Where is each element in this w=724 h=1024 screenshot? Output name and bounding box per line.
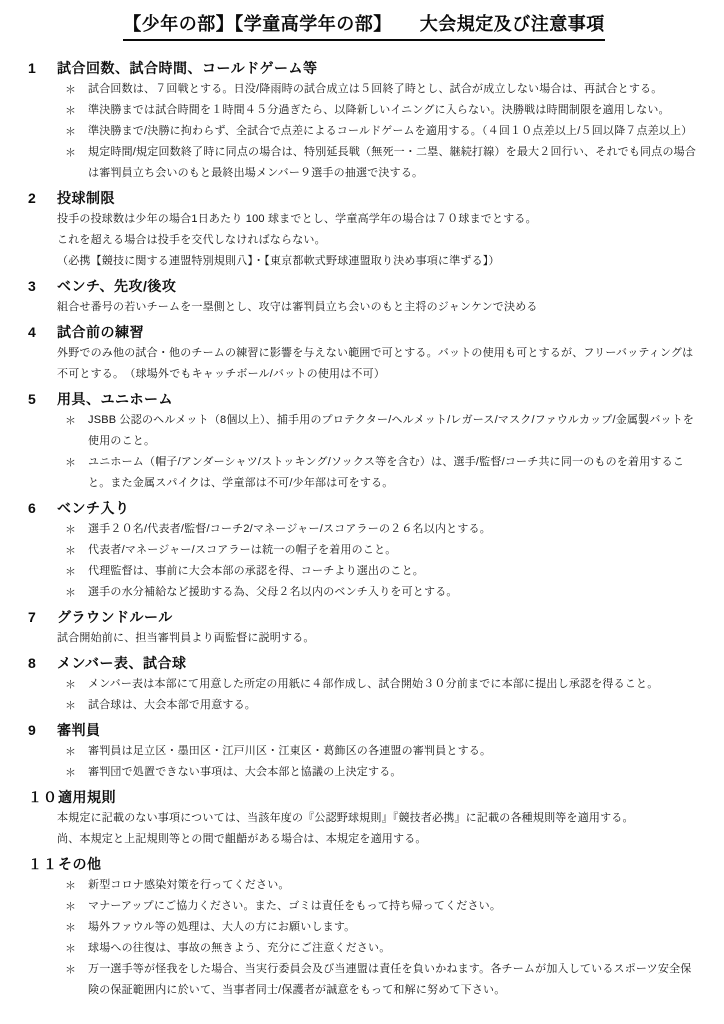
rule-bullet-item <box>28 121 700 142</box>
section-heading <box>28 652 700 674</box>
section <box>28 321 700 385</box>
section-heading-text: ベンチ入り <box>57 500 130 517</box>
rule-bullet-item <box>28 959 700 1001</box>
rule-text: 試合回数は、７回戦とする。日没/降雨時の試合成立は５回終了時とし、試合が成立しない場合は、再試合とする。 <box>88 83 663 96</box>
rule-text-line <box>28 230 700 251</box>
section-heading-text: 審判員 <box>57 722 101 739</box>
rule-bullet-item <box>28 100 700 121</box>
section-heading <box>28 388 700 410</box>
section-heading <box>28 853 700 875</box>
rule-text: 選手２０名/代表者/監督/コーチ2/マネージャー/スコアラーの２６名以内とする。 <box>88 523 491 536</box>
rule-text: 本規定に記載のない事項については、当該年度の『公認野球規則』『競技者必携』に記載の各種規則等を適用する。 <box>57 812 634 825</box>
section-number: 2 <box>28 190 37 207</box>
rule-text: 場外ファウル等の処理は、大人の方にお願いします。 <box>88 921 356 934</box>
rule-bullet-item <box>28 741 700 762</box>
rule-text: 準決勝まで/決勝に拘わらず、全試合で点差によるコールドゲームを適用する。（４回１０点差以上/５回以降７点差以上） <box>88 125 693 138</box>
rule-text: 試合球は、大会本部で用意する。 <box>88 699 256 712</box>
section-heading <box>28 187 700 209</box>
rule-text: 尚、本規定と上記規則等との間で齟齬がある場合は、本規定を適用する。 <box>57 833 427 846</box>
section-heading-text: 投球制限 <box>57 190 115 207</box>
rule-text: 代理監督は、事前に大会本部の承認を得、コーチより選出のこと。 <box>88 565 424 578</box>
rule-text: ユニホーム（帽子/アンダーシャツ/ストッキング/ソックス等を含む）は、選手/監督/コーチ共に同一のものを着用すること。また金属スパイクは、学童部は不可/少年部は可をする。 <box>88 456 685 490</box>
section-heading <box>28 786 700 808</box>
section-heading-text: その他 <box>58 856 102 873</box>
rule-bullet-item <box>28 695 700 716</box>
asterisk-bullet-icon: ＊ <box>65 545 77 558</box>
rule-bullet-item <box>28 875 700 896</box>
section-heading <box>28 275 700 297</box>
section-number: 9 <box>28 722 37 739</box>
section-heading <box>28 606 700 628</box>
section <box>28 388 700 494</box>
section-heading-text: 試合回数、試合時間、コールドゲーム等 <box>57 60 318 77</box>
section-heading-text: 用具、ユニホーム <box>57 391 173 408</box>
section-heading-text: ベンチ、先攻/後攻 <box>57 278 177 295</box>
rule-text: 規定時間/規定回数終了時に同点の場合は、特別延長戦（無死一・二塁、継続打線）を最大２回行い、それでも同点の場合は審判員立ち会いのもと最終出場メンバー９選手の抽選で決する。 <box>88 146 697 180</box>
rule-text-line <box>28 343 700 385</box>
rule-text-line <box>28 297 700 318</box>
rule-text-line <box>28 628 700 649</box>
rule-text: 審判員は足立区・墨田区・江戸川区・江東区・葛飾区の各連盟の審判員とする。 <box>88 745 492 758</box>
section <box>28 786 700 850</box>
section-heading-text: グラウンドルール <box>57 609 173 626</box>
document-title: 【少年の部】【学童高学年の部】 大会規定及び注意事項 <box>123 12 605 41</box>
asterisk-bullet-icon: ＊ <box>65 524 77 537</box>
section <box>28 57 700 184</box>
rule-text: 投手の投球数は少年の場合1日あたり 100 球までとし、学童高学年の場合は７０球までとする。 <box>57 213 537 226</box>
rule-text-line <box>28 808 700 829</box>
section-heading <box>28 321 700 343</box>
rule-text-line <box>28 209 700 230</box>
asterisk-bullet-icon: ＊ <box>65 415 77 428</box>
rule-text: メンバー表は本部にて用意した所定の用紙に４部作成し、試合開始３０分前までに本部に提出し承認を得ること。 <box>88 678 659 691</box>
asterisk-bullet-icon: ＊ <box>65 84 77 97</box>
rule-bullet-item <box>28 674 700 695</box>
section-heading-text: 適用規則 <box>58 789 116 806</box>
rule-text-line <box>28 829 700 850</box>
section <box>28 187 700 272</box>
asterisk-bullet-icon: ＊ <box>65 566 77 579</box>
section-heading-text: 試合前の練習 <box>57 324 144 341</box>
rule-text: 審判団で処置できない事項は、大会本部と協議の上決定する。 <box>88 766 402 779</box>
asterisk-bullet-icon: ＊ <box>65 679 77 692</box>
rule-bullet-item <box>28 561 700 582</box>
asterisk-bullet-icon: ＊ <box>65 587 77 600</box>
rule-text: （必携【競技に関する連盟特別規則八】・【東京都軟式野球連盟取り決め事項に準ずる】） <box>57 255 500 268</box>
asterisk-bullet-icon: ＊ <box>65 943 77 956</box>
section-heading <box>28 57 700 79</box>
rule-bullet-item <box>28 582 700 603</box>
asterisk-bullet-icon: ＊ <box>65 964 77 977</box>
asterisk-bullet-icon: ＊ <box>65 457 77 470</box>
rule-text: 代表者/マネージャー/スコアラーは統一の帽子を着用のこと。 <box>88 544 397 557</box>
section-heading <box>28 497 700 519</box>
section <box>28 719 700 783</box>
asterisk-bullet-icon: ＊ <box>65 746 77 759</box>
rule-bullet-item <box>28 142 700 184</box>
rule-bullet-item <box>28 938 700 959</box>
asterisk-bullet-icon: ＊ <box>65 901 77 914</box>
section-number: 7 <box>28 609 37 626</box>
section <box>28 606 700 649</box>
section-number: １１ <box>28 856 58 873</box>
rule-text: 新型コロナ感染対策を行ってください。 <box>88 879 290 892</box>
rule-bullet-item <box>28 540 700 561</box>
rule-bullet-item <box>28 452 700 494</box>
section-number: １０ <box>28 789 58 806</box>
asterisk-bullet-icon: ＊ <box>65 880 77 893</box>
rule-text: JSBB 公認のヘルメット（8個以上）、捕手用のプロテクター/ヘルメット/レガース/マスク/ファウルカップ/金属製バットを使用のこと。 <box>88 414 695 448</box>
rule-bullet-item <box>28 519 700 540</box>
asterisk-bullet-icon: ＊ <box>65 126 77 139</box>
rule-text: 準決勝までは試合時間を１時間４５分過ぎたら、以降新しいイニングに入らない。決勝戦は時間制限を適用しない。 <box>88 104 670 117</box>
section-heading <box>28 719 700 741</box>
asterisk-bullet-icon: ＊ <box>65 147 77 160</box>
rule-text: これを超える場合は投手を交代しなければならない。 <box>57 234 326 247</box>
section-number: 5 <box>28 391 37 408</box>
rule-bullet-item <box>28 762 700 783</box>
section-number: 3 <box>28 278 37 295</box>
rule-text-line <box>28 251 700 272</box>
rule-bullet-item <box>28 896 700 917</box>
section <box>28 853 700 1001</box>
rule-text: 外野でのみ他の試合・他のチームの練習に影響を与えない範囲で可とする。バットの使用も可とするが、フリーバッティングは不可とする。 （球場外でもキャッチボール/バットの使用は不可） <box>57 347 694 381</box>
sections <box>28 57 700 1001</box>
section <box>28 497 700 603</box>
rule-text: 組合せ番号の若いチームを一塁側とし、攻守は審判員立ち会いのもと主将のジャンケンで決める <box>57 301 538 314</box>
rule-text: マナーアップにご協力ください。また、ゴミは責任をもって持ち帰ってください。 <box>88 900 502 913</box>
rule-bullet-item <box>28 79 700 100</box>
rule-text: 球場への往復は、事故の無きよう、充分にご注意ください。 <box>88 942 391 955</box>
section-heading-text: メンバー表、試合球 <box>57 655 187 672</box>
asterisk-bullet-icon: ＊ <box>65 700 77 713</box>
section <box>28 652 700 716</box>
title-row <box>28 12 700 41</box>
rule-bullet-item <box>28 410 700 452</box>
asterisk-bullet-icon: ＊ <box>65 105 77 118</box>
rule-bullet-item <box>28 917 700 938</box>
rule-text: 試合開始前に、担当審判員より両監督に説明する。 <box>57 632 315 645</box>
section-number: 1 <box>28 60 37 77</box>
section-number: 8 <box>28 655 37 672</box>
section <box>28 275 700 318</box>
asterisk-bullet-icon: ＊ <box>65 922 77 935</box>
asterisk-bullet-icon: ＊ <box>65 767 77 780</box>
rule-text: 選手の水分補給など援助する為、父母２名以内のベンチ入りを可とする。 <box>88 586 458 599</box>
section-number: 6 <box>28 500 37 517</box>
section-number: 4 <box>28 324 37 341</box>
rule-text: 万一選手等が怪我をした場合、当実行委員会及び当連盟は責任を負いかねます。各チームが加入しているスポーツ安全保険の保証範囲内に於いて、当事者同士/保護者が誠意をもって和解に努めて下さい。 <box>88 963 692 997</box>
